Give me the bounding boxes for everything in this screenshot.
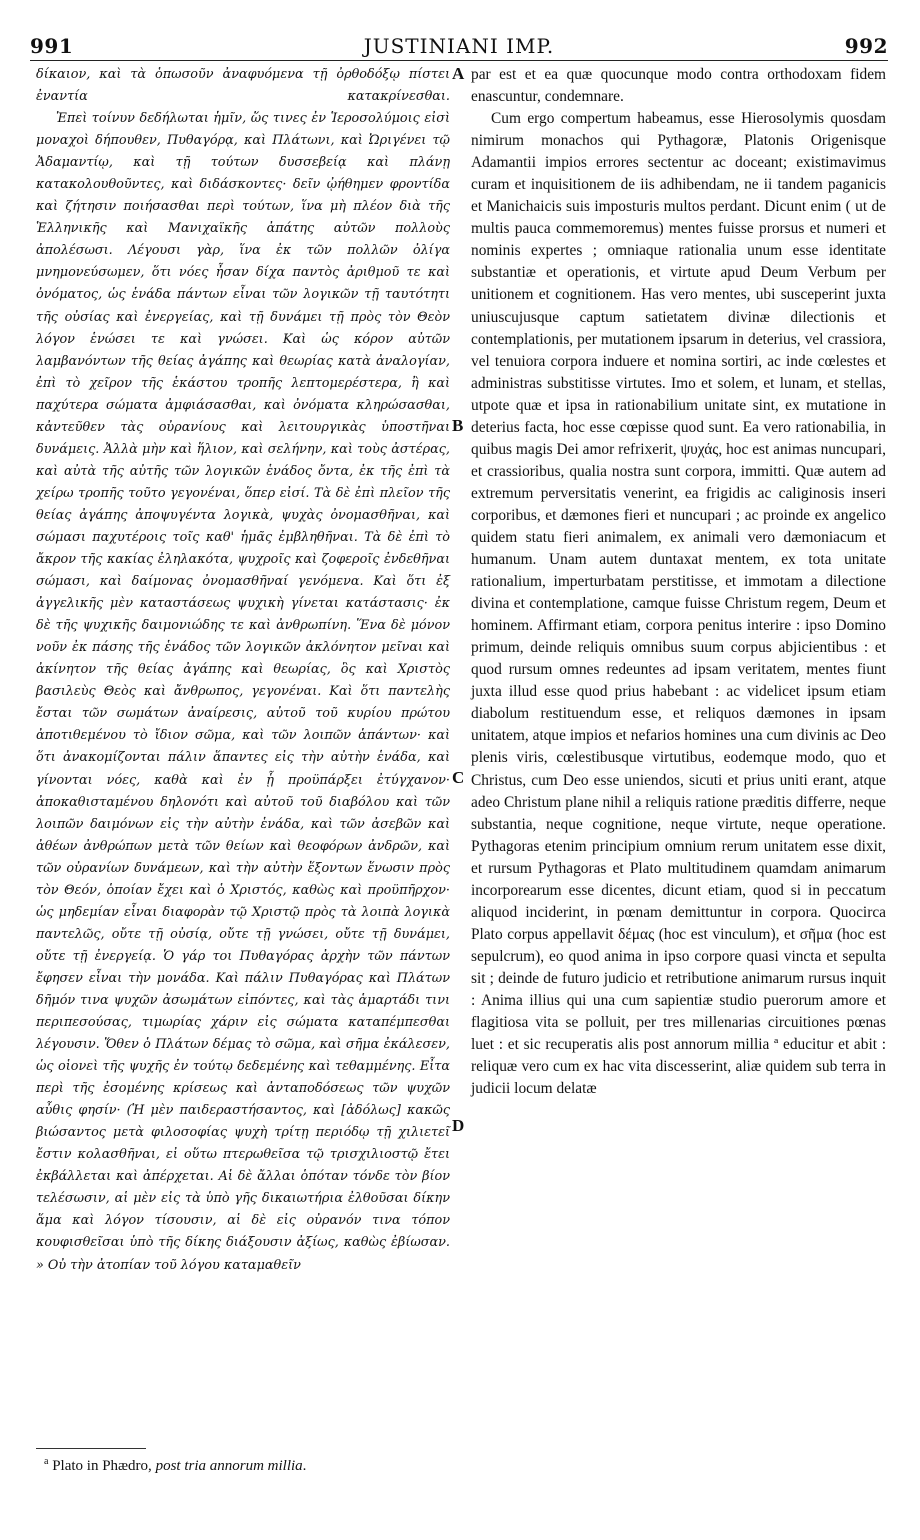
footnote-mark: a <box>44 1456 49 1467</box>
greek-paragraph-1: δίκαιον, καὶ τὰ ὁπωσοῦν ἀναφυόμενα τῇ ὀρθοδόξῳ πίστει ἐναντία κατακρίνεσθαι. <box>36 67 450 105</box>
margin-marker-d: D <box>452 1116 465 1135</box>
footnote-text-end: . <box>302 1458 307 1474</box>
footnote-text-start: Plato in Phædro, <box>52 1458 156 1474</box>
margin-marker-a: A <box>452 64 465 83</box>
footnote-rule <box>36 1448 146 1449</box>
margin-marker-c: C <box>452 768 465 787</box>
footnote <box>44 1456 306 1475</box>
page-header <box>30 34 888 60</box>
greek-column <box>36 64 450 1277</box>
running-title: JUSTINIANI IMP. <box>363 34 555 58</box>
page-number-left: 991 <box>30 34 74 58</box>
greek-paragraph-2: Ἐπεὶ τοίνυν δεδήλωται ἡμῖν, ὥς τινες ἐν Ἱεροσολύμοις εἰσὶ μοναχοὶ δήπουθεν, Πυθαγόρᾳ, καὶ Πλάτωνι, καὶ Ὠριγένει τῷ Ἀδαμαντίῳ, καὶ τῇ τούτων δυσσεβείᾳ καὶ πλάνῃ κατακολουθοῦντες, καὶ διδάσκοντες· δεῖν ᾠήθημεν φροντίδα καὶ ζήτησιν ποιήσασθαι περὶ τούτων, ἵνα μὴ πλέον διὰ τῆς Ἑλληνικῆς καὶ Μανιχαϊκῆς ἀπάτης αὐτῶν πολλοὺς ἀπολέσωσι. Λέγουσι γὰρ, ἵνα ἐκ τῶν πολλῶν ὀλίγα μνημονεύσωμεν, ὅτι νόες ἦσαν δίχα παντὸς ἀριθμοῦ τε καὶ ὀνόματος, ὡς ἑνάδα πάντων εἶναι τῶν λογικῶν τῇ ταυτότητι τῆς οὐσίας καὶ ἐνεργείας, καὶ τῇ δυνάμει τῇ πρὸς τὸν Θεὸν λόγον ἑνώσει τε καὶ γνώσει. Καὶ ὡς κόρον αὐτῶν λαμβανόντων τῆς θείας ἀγάπης καὶ θεωρίας κατὰ ἀναλογίαν, ἐπὶ τὸ χεῖρον τῆς ἑκάστου τροπῆς λεπτομερέστερα, ἢ καὶ παχύτερα σώματα ἀμφιάσασθαι, καὶ ὀνόματα κληρώσασθαι, κἀντεῦθεν τὰς οὐρανίους καὶ λειτουργικὰς ὑποστῆναι δυνάμεις. Ἀλλὰ μὴν καὶ ἥλιον, καὶ σελήνην, καὶ τοὺς ἀστέρας, καὶ αὐτὰ τῆς αὐτῆς τῶν λογικῶν ἑνάδος ὄντα, ἐκ τῆς ἐπὶ τὰ χείρω τροπῆς τοῦτο γεγονέναι, ὅπερ εἰσί. Τὰ δὲ ἐπὶ πλεῖον τῆς θείας ἀγάπης ἀποψυγέντα λογικὰ, ψυχὰς ὀνομασθῆναι, καὶ σώμασι παχυτέροις τοῖς καθ' ἡμᾶς ἐμβληθῆναι. Τὰ δὲ ἐπὶ τὸ ἄκρον τῆς κακίας ἐληλακότα, ψυχροῖς καὶ ζοφεροῖς ἐνδεθῆναι σώμασι, καὶ δαίμονας ὀνομασθῆναί γενόμενα. Καὶ ὅτι ἐξ ἀγγελικῆς μὲν καταστάσεως ψυχικὴ γίνεται κατάστασις· ἐκ δὲ τῆς ψυχικῆς δαιμονιώδης τε καὶ ἀνθρωπίνη. Ἕνα δὲ μόνον νοῦν ἐκ πάσης τῆς ἑνάδος τῶν λογικῶν ἀκλόνητον μεῖναι καὶ ἀκίνητον τῆς θείας ἀγάπης καὶ θεωρίας, ὃς καὶ Χριστὸς βασιλεὺς Θεὸς καὶ ἄνθρωπος, γεγονέναι. Καὶ ὅτι παντελὴς ἔσται τῶν σωμάτων ἀναίρεσις, αὐτοῦ τοῦ κυρίου πρώτου ἀποτιθεμένου τὸ ἴδιον σῶμα, καὶ τῶν λοιπῶν ἁπάντων· καὶ ὅτι ἀνακομίζονται πάλιν ἅπαντες εἰς τὴν αὐτὴν ἑνάδα, καὶ γίνονται νόες, καθὰ καὶ ἐν ᾗ προϋπάρξει ἐτύγχανον· ἀποκαθισταμένου δηλονότι καὶ αὐτοῦ τοῦ διαβόλου καὶ τῶν λοιπῶν δαιμόνων εἰς τὴν αὐτὴν ἑνάδα, καὶ τῶν ἀσεβῶν καὶ ἀθέων ἀνθρώπων μετὰ τῶν θείων καὶ θεοφόρων ἀνδρῶν, καὶ τῶν οὐρανίων δυνάμεων, καὶ τὴν αὐτὴν ἕξοντων ἕνωσιν πρὸς τὸν Θεόν, ὁποίαν ἔχει καὶ ὁ Χριστός, καθὼς καὶ προϋπῆρχον· ὡς μηδεμίαν εἶναι διαφορὰν τῷ Χριστῷ πρὸς τὰ λοιπὰ λογικὰ παντελῶς, οὔτε τῇ οὐσίᾳ, οὔτε τῇ γνώσει, οὔτε τῇ δυνάμει, οὔτε τῇ ἐνεργείᾳ. Ὁ γάρ τοι Πυθαγόρας ἀρχὴν τῶν πάντων ἔφησεν εἶναι τὴν μονάδα. Καὶ πάλιν Πυθαγόρας καὶ Πλάτων δῆμόν τινα ψυχῶν ἀσωμάτων εἰπόντες, καὶ τὰς ἁμαρτάδι τινι περιπεσούσας, τιμωρίας χάριν εἰς σώματα καταπέμπεσθαι λέγουσιν. Ὅθεν ὁ Πλάτων δέμας τὸ σῶμα, καὶ σῆμα ἐκάλεσεν, ὡς οἱονεὶ τῆς ψυχῆς ἐν τούτῳ δεδεμένης καὶ τεθαμμένης. Εἶτα περὶ τῆς ἐσομένης κρίσεως καὶ ἀνταποδόσεως τῶν ψυχῶν αὖθις φησίν· (Ἡ μὲν παιδεραστήσαντος, καὶ [ἀδόλως] κακῶς βιώσαντος μετὰ φιλοσοφίας ψυχὴ τρίτῃ περιόδῳ τῇ χιλιετεῖ ἔστιν κολασθῆναι, εἰ οὕτω πτερωθεῖσα τῷ τρισχιλιοστῷ ἔτει ἐκβάλλεται καὶ ἀπέρχεται. Αἱ δὲ ἄλλαι ὁπόταν τόνδε τὸν βίον τελέσωσιν, αἱ μὲν εἰς τὰ ὑπὸ γῆς δικαιωτήρια ἐλθοῦσαι δίκην ἅμα καὶ λόγον τίσουσιν, αἱ δὲ εἰς οὐρανόν τινα τόπον κουφισθεῖσαι ὑπὸ τῆς δίκης διάξουσιν ἀξίως, καθὼς ἐβίωσαν. » Οὐ τὴν ἀτοπίαν τοῦ λόγου καταμαθεῖν <box>36 111 450 1273</box>
page-number-right: 992 <box>844 34 888 58</box>
footnote-text-italic: post tria annorum millia <box>155 1458 303 1474</box>
latin-column <box>471 64 886 1100</box>
latin-paragraph-1: par est et ea quæ quocunque modo contra orthodoxam fidem enascuntur, condemnare. <box>471 66 886 106</box>
margin-marker-b: B <box>452 416 464 435</box>
header-rule <box>30 60 888 61</box>
latin-paragraph-2: Cum ergo compertum habeamus, esse Hierosolymis quosdam nimirum monachos qui Pythagoræ, Platonis Origenisque Adamantii impios errores sectentur ac doceant; existimavimus curam et inquisitionem de iis adhibendam, ne ii tandem paganicis et Manichaicis suis imposturis multos perdant. Dicunt enim ( ut de multis pauca commemoremus) mentes fuisse prorsus et numeri et nominis expertes ; omniaque rationalia unum esse identitate substantiæ et operationis, et virtute apud Deum Verbum per unitionem et cognitionem. Has vero mentes, ubi susceperint juxta uniuscujusque captum satietatem divinæ dilectionis et contemplationis, per mutationem ipsarum in deterius, vel crassiora, vel tenuiora corpora induere et nomina sortiri, ac inde cœlestes et administras substitisse virtutes. Imo et solem, et lunam, et stellas, utpote quæ et ipsa in rationabilium unitate sint, ex mutatione in deterius facta, hoc esse cœpisse quod sunt. Ea vero rationabilia, in quibus magis Dei amor refrixerit, ψυχάς, hoc est animas nuncupari, et crassioribus, qualia nostra sunt corpora, immitti. Quæ autem ad extremum perversitatis venerint, ea frigidis ac caliginosis inseri corporibus, et dæmones fieri et nuncupari ; ac proinde ex angelico quidem statu fieri animalem, ex animali vero dæmoniacum et humanum. Unam autem duntaxat mentem, ex tota unitate rationalium, imperturbatam perstitisse, et immotam a dilectione divina et contemplatione, camque fuisse Christum regem, Deum et hominem. Affirmant etiam, corpora penitus interire : ipso Domino primum, deinde reliquis omnibus suum corpus abjicientibus : et quod rursum omnes redeuntes ad ipsam veritatem, mentes fiunt juxta illud esse quod prius habebant : ac videlicet ipsum etiam diabolum restituendum esse, et reliquos dæmones in ipsam unitatem, atque impios et nefarios homines una cum divinis ac Deo plenis viris, cœlestibusque virtutibus, eodemque modo, quo et Christus, cum Deo esse uniendos, sicuti et prius uniti erant, atque adeo Christum plane nihil a reliquis ratione præditis differre, neque substantia, neque cognitione, neque virtute, neque operatione. Pythagoras etenim principium omnium rerum unitatem esse dixit, et rursum Pythagoras et Plato multitudinem quamdam animarum incorporearum esse dicentes, dicunt etiam, quod si in peccatum aliquod inciderint, in pœnam demittuntur in corpora. Quocirca Plato corpus appellavit δέμας (hoc est vinculum), et σῆμα (hoc est sepulcrum), eo quod anima in ipso corpore quasi vincta et sepulta sit ; deinde de futuro judicio et retributione animarum rursus inquit : Anima illius qui una cum sapientiæ studio puerorum amore et flagitiosa vita se polluit, per tres millenarias circuitiones pœnas luet : et sic recuperatis alis post annorum millia ª educitur et abit : reliquæ vero cum ex hac vita discesserint, aliæ quidem sub terra in judicii locum delatæ <box>471 110 886 1098</box>
